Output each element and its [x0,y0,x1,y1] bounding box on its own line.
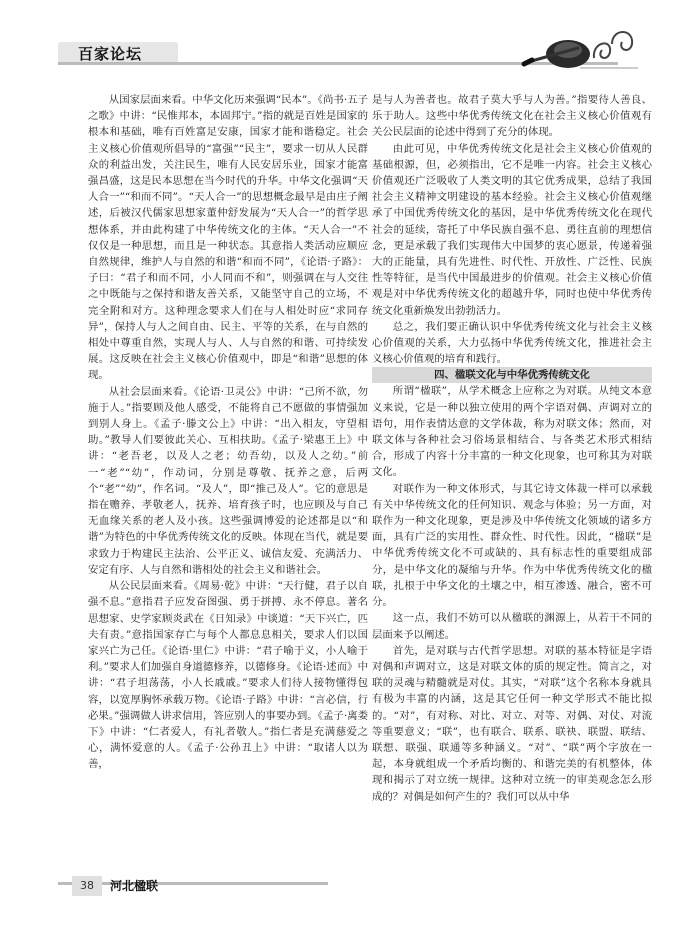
journal-name: 河北楹联 [110,879,159,893]
subheading: 四、楹联文化与中华优秀传统文化 [372,367,652,383]
paragraph: 从社会层面来看。《论语·卫灵公》中讲：“己所不欲，勿施于人。”指要顾及他人感受，不能将自己不愿做的事情强加到别人身上。《孟子·滕文公上》中讲：“出入相友，守望相助。”教导人们要彼此关心、互相扶助。《孟子·梁惠王上》中讲：“老吾老，以及人之老；幼吾幼，以及人之幼。”前一“老”“幼”，作动词，分别是尊敬、抚养之意，后两个“老”“幼”，作名词。“及人”，即“推己及人”。它的意思是指在赡养、孝敬老人，抚养、培育孩子时，也应顾及与自己无血缘关系的老人及小孩。这些强调博爱的论述都是以“和谐”为特色的中华优秀传统文化的反映。体现在当代，就是要求致力于构建民主法治、公平正义、诚信友爱、充满活力、安定有序、人与自然和谐相处的社会主义和谐社会。 [88,385,368,576]
section-title: 百家论坛 [78,45,143,63]
paragraph: 从国家层面来看。中华文化历来强调“民本”。《尚书·五子之歌》中讲：“民惟邦本，本固邦宁。”指的就是百姓是国家的根本和基础，唯有百姓富足安康，国家才能和谐稳定。社会主义核心价值观所倡导的“富强”“民主”，要求一切从人民群众的利益出发，关注民生，唯有人民安居乐业，国家才能富强昌盛，这是民本思想在当今时代的升华。中华文化强调“天人合一”“和而不同”。“天人合一”的思想概念最早是由庄子阐述，后被汉代儒家思想家董仲舒发展为“天人合一”的哲学思想体系，并由此构建了中华传统文化的主体。“天人合一”不仅仅是一种思想，而且是一种状态。其意指人类活动应顺应自然规律，维护人与自然的和谐“和而不同”，《论语·子路》：子曰：“君子和而不同，小人同而不和”，则强调在与人交往之中既能与之保持和谐友善关系，又能坚守自己的立场，不完全附和对方。这种理念要求人们在与人相处时应“求同存异”，保持人与人之间自由、民主、平等的关系，在与自然的相处中尊重自然，实现人与人、人与自然的和谐、可持续发展。这反映在社会主义核心价值观中，即是“和谐”思想的体现。 [88,94,368,382]
right-column [372,92,652,805]
paragraph: 从公民层面来看。《周易·乾》中讲：“天行健，君子以自强不息。”意指君子应发奋图强、勇于拼搏、永不停息。著名思想家、史学家顾炎武在《日知录》中谈道：“天下兴亡，匹夫有责。”意指国家存亡与每个人都息息相关，要求人们以国家兴亡为己任。《论语·里仁》中讲：“君子喻于义，小人喻于利。”要求人们加强自身道德修养，以德修身。《论语·述而》中讲：“君子坦荡荡，小人长戚戚。”要求人们待人接物懂得包容，以宽厚胸怀承载万物。《论语·子路》中讲：“言必信，行必果。”强调做人讲求信用，答应别人的事要办到。《孟子·离娄下》中讲：“仁者爱人，有礼者敬人。”指仁者是充满慈爱之心，满怀爱意的人。《孟子·公孙丑上》中讲：“取诸人以为善， [88,580,368,771]
paragraph: 这一点，我们不妨可以从楹联的渊源上，从若干不同的层面来予以阐述。 [372,612,652,641]
ink-brush-ornament-icon [520,14,640,74]
paragraph: 所谓“楹联”，从学术概念上应称之为对联。从纯文本意义来说，它是一种以独立使用的两个字语对偶、声调对立的语句，用作表情达意的文学体裁，称为对联文体；然而，对联文体与各种社会习俗场景相结合、与各类艺术形式相结合，形成了内容十分丰富的一种文化现象，也可称其为对联文化。 [372,385,652,479]
paragraph-continuation: 是与人为善者也。故君子莫大乎与人为善。”指要待人善良、乐于助人。这些中华优秀传统文化在社会主义核心价值观有关公民层面的论述中得到了充分的体现。 [372,94,652,139]
page-number: 38 [72,876,102,896]
paragraph: 由此可见，中华优秀传统文化是社会主义核心价值观的基础根源，但，必须指出，它不是唯一内容。社会主义核心价值观还广泛吸收了人类文明的其它优秀成果，总结了我国社会主义精神文明建设的基本经验。社会主义核心价值观继承了中国优秀传统文化的基因，是中华优秀传统文化在现代社会的延续，寄托了中华民族自强不息、勇往直前的理想信念，更是承载了我们实现伟大中国梦的衷心愿景，传递着强大的正能量，具有先进性、时代性、开放性、广泛性、民族性等特征，是当代中国最进步的价值观。社会主义核心价值观是对中华优秀传统文化的超越升华，同时也使中华优秀传统文化重新焕发出勃勃活力。 [372,142,652,317]
left-column [88,92,368,773]
paragraph: 总之，我们要正确认识中华优秀传统文化与社会主义核心价值观的关系，大力弘扬中华优秀传统文化，推进社会主义核心价值观的培育和践行。 [372,320,652,366]
paragraph: 对联作为一种文体形式，与其它诗文体裁一样可以承载有关中华传统文化的任何知识、观念与体验；另一方面，对联作为一种文化现象，更是涉及中华传统文化领域的诸多方面，具有广泛的实用性、群众性、时代性。因此，“楹联”是中华优秀传统文化不可或缺的、具有标志性的重要组成部分，是中华文化的凝缩与升华。作为中华优秀传统文化的楹联，扎根于中华文化的土壤之中，相互渗透、融合，密不可分。 [372,482,652,609]
paragraph: 首先，是对联与古代哲学思想。对联的基本特征是字语对偶和声调对立，这是对联文体的质的规定性。简言之，对联的灵魂与精髓就是对仗。其实，“对联”这个名称本身就具有极为丰富的内涵，这是其它任何一种文学形式不能比拟的。“对”，有对称、对比、对立、对等、对偶、对仗、对流等重要意义；“联”，也有联合、联系、联袂、联盟、联结、联想、联强、联通等多种涵义。“对”、“联”两个字放在一起，本身就组成一个矛盾均衡的、和谐完美的有机整体，体现和揭示了对立统一规律。这种对立统一的审美观念怎么形成的？对偶是如何产生的？我们可以从中华 [372,644,652,803]
